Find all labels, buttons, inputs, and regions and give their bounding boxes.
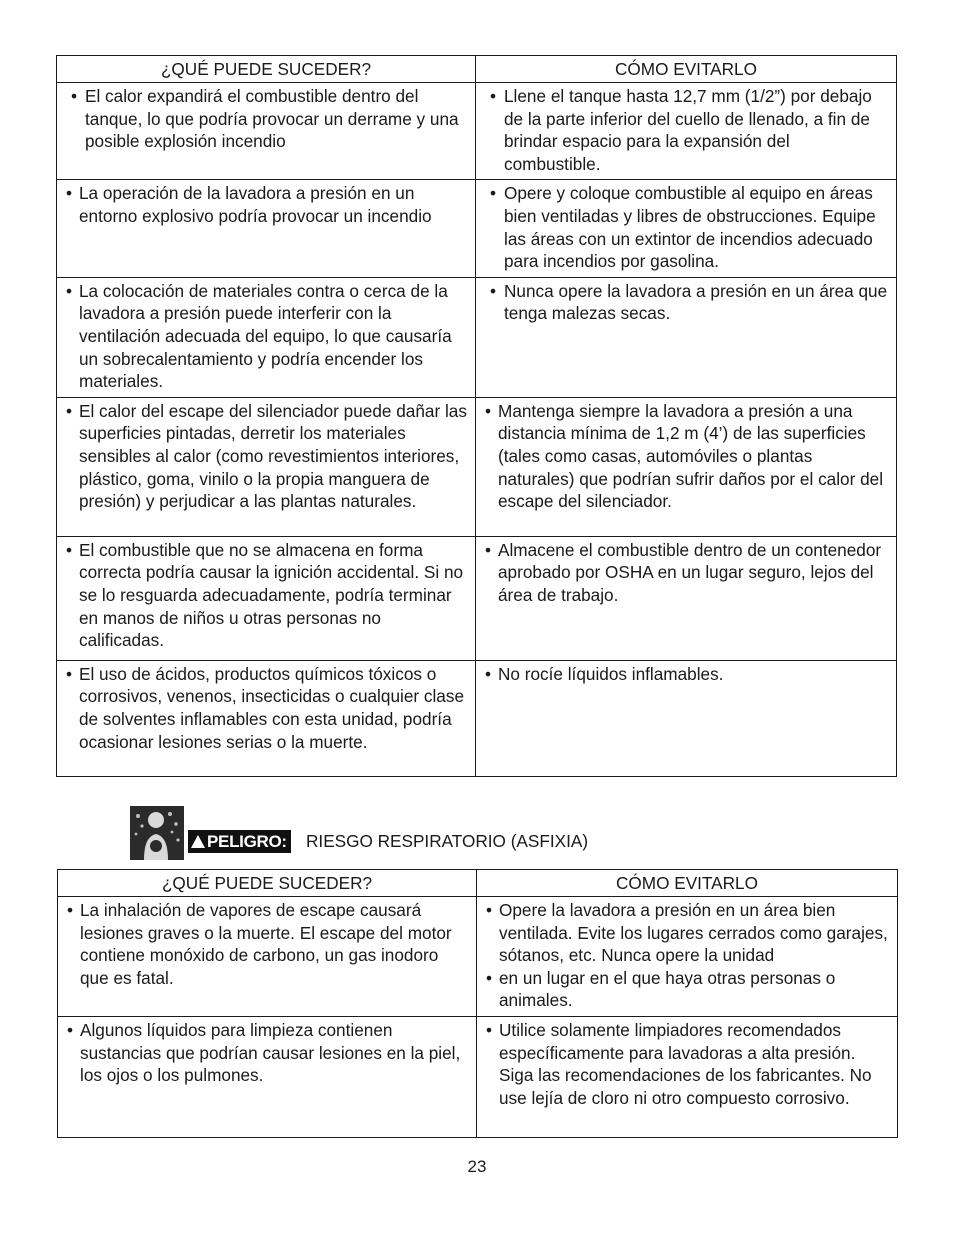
risk-item: • Algunos líquidos para limpieza contienen sustancias que podrían causar lesiones en la piel, los ojos o los pulmones.	[64, 1019, 470, 1087]
prevention-item: • Utilice solamente limpiadores recomendados específicamente para lavadoras a alta presión. Siga las recomendaciones de los fabricantes. No use lejía de cloro ni otro compuesto corrosivo.	[483, 1019, 891, 1109]
table-row	[57, 397, 897, 536]
table-row	[57, 660, 897, 776]
column-header-what-can-happen: ¿QUÉ PUEDE SUCEDER?	[58, 870, 477, 897]
prevention-item: • Almacene el combustible dentro de un contenedor aprobado por OSHA en un lugar seguro, lejos del área de trabajo.	[482, 539, 890, 607]
risk-item: • La colocación de materiales contra o cerca de la lavadora a presión puede interferir con la ventilación adecuada del equipo, lo que causaría un sobrecalentamiento y podría encender los materiales.	[63, 280, 469, 393]
column-header-how-to-avoid: CÓMO EVITARLO	[476, 56, 897, 83]
column-header-how-to-avoid: CÓMO EVITARLO	[477, 870, 898, 897]
risk-item: • El calor del escape del silenciador puede dañar las superficies pintadas, derretir los materiales sensibles al calor (como revestimientos interiores, plástico, goma, vinilo o la propia manguera de presión) y perjudicar a las plantas naturales.	[63, 400, 469, 513]
risk-cell	[58, 1016, 477, 1137]
risk-item: • El calor expandirá el combustible dentro del tanque, lo que podría provocar un derrame y una posible explosión incendio	[63, 85, 469, 153]
fuel-hazard-table	[56, 55, 897, 777]
prevention-cell	[476, 536, 897, 660]
risk-item: • La operación de la lavadora a presión en un entorno explosivo podría provocar un incendio	[63, 182, 469, 227]
table-row	[57, 83, 897, 180]
prevention-cell	[476, 277, 897, 397]
risk-item: • El uso de ácidos, productos químicos tóxicos o corrosivos, venenos, insecticidas o cualquier clase de solventes inflamables con esta unidad, podría ocasionar lesiones serias o la muerte.	[63, 663, 469, 753]
prevention-cell	[476, 397, 897, 536]
risk-cell	[57, 397, 476, 536]
table-row	[57, 536, 897, 660]
prevention-item: • Opere la lavadora a presión en un área bien ventilada. Evite los lugares cerrados como garajes, sótanos, etc. Nunca opere la unidad	[483, 899, 891, 967]
danger-section-title: RIESGO RESPIRATORIO (ASFIXIA)	[306, 831, 589, 851]
risk-cell	[58, 897, 477, 1017]
prevention-cell	[477, 897, 898, 1017]
prevention-item: • Nunca opere la lavadora a presión en un área que tenga malezas secas.	[482, 280, 890, 325]
danger-badge-label: PELIGRO:	[207, 832, 287, 851]
page-number: 23	[467, 1157, 487, 1176]
risk-cell	[57, 660, 476, 776]
prevention-item: • Opere y coloque combustible al equipo en áreas bien ventiladas y libres de obstrucciones. Equipe las áreas con un extintor de incendios adecuado para incendios por gasolina.	[482, 182, 890, 272]
prevention-item: • Llene el tanque hasta 12,7 mm (1/2”) por debajo de la parte inferior del cuello de llenado, a fin de brindar espacio para la expansión del combustible.	[482, 85, 890, 175]
prevention-cell	[477, 1016, 898, 1137]
prevention-item: • Mantenga siempre la lavadora a presión a una distancia mínima de 1,2 m (4’) de las superficies (tales como casas, automóviles o plantas naturales) que podrían sufrir daños por el calor del escape del silenciador.	[482, 400, 890, 513]
danger-section-header	[130, 806, 730, 862]
respiratory-hazard-icon	[130, 806, 184, 860]
risk-cell	[57, 83, 476, 180]
warning-triangle-icon	[191, 835, 205, 848]
risk-item: • La inhalación de vapores de escape causará lesiones graves o la muerte. El escape del motor contiene monóxido de carbono, un gas inodoro que es fatal.	[64, 899, 470, 989]
prevention-cell	[476, 660, 897, 776]
prevention-cell	[476, 180, 897, 277]
risk-cell	[57, 277, 476, 397]
prevention-item: • No rocíe líquidos inflamables.	[482, 663, 890, 686]
risk-cell	[57, 180, 476, 277]
prevention-cell	[476, 83, 897, 180]
column-header-what-can-happen: ¿QUÉ PUEDE SUCEDER?	[57, 56, 476, 83]
prevention-item: • en un lugar en el que haya otras personas o animales.	[483, 967, 891, 1012]
table-header-row	[57, 56, 897, 83]
risk-cell	[57, 536, 476, 660]
table-row	[57, 180, 897, 277]
danger-badge	[188, 830, 291, 853]
risk-item: • El combustible que no se almacena en forma correcta podría causar la ignición accidental. Si no se lo resguarda adecuadamente, podría terminar en manos de niños u otras personas no calificadas.	[63, 539, 469, 652]
respiratory-hazard-table	[57, 869, 898, 1138]
table-row	[58, 897, 898, 1017]
table-row	[58, 1016, 898, 1137]
table-header-row	[58, 870, 898, 897]
table-row	[57, 277, 897, 397]
